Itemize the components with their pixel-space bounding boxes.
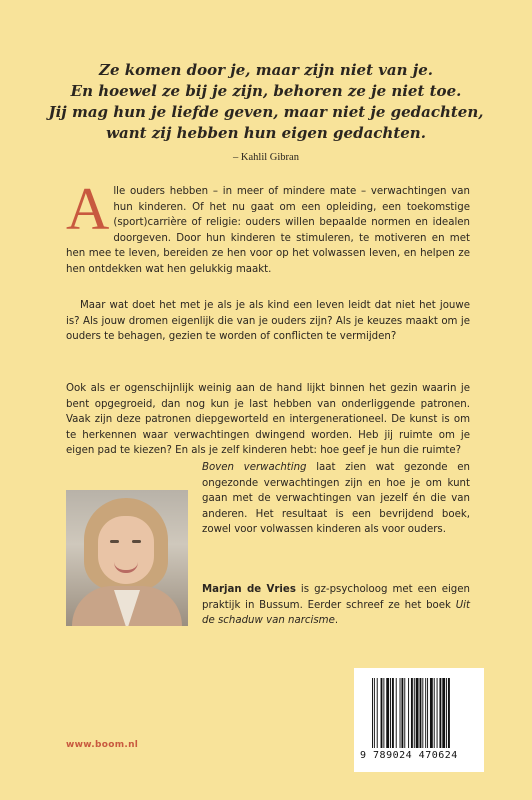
- quote-line-3: Jij mag hun je liefde geven, maar niet je gedachten,: [48, 103, 484, 121]
- quote-line-4: want zij hebben hun eigen gedachten.: [106, 124, 426, 142]
- drop-cap: A: [66, 176, 110, 242]
- author-bio-text: is gz-psycholoog met een eigen praktijk in Bussum. Eerder schreef ze het boek: [202, 584, 470, 611]
- epigraph-quote: [40, 60, 492, 144]
- book-description-text: laat zien wat gezonde en ongezonde verwachtingen zijn en hoe je om kunt gaan met de verwachtingen van jezelf én die van anderen. Het resultaat is een bevrijdend boek, zowel voor volwassen kinderen als voor ouders.: [202, 462, 470, 535]
- paragraph-patterns: [66, 381, 470, 459]
- quote-line-2: En hoewel ze bij je zijn, behoren ze je niet toe.: [70, 82, 462, 100]
- author-name: Marjan de Vries: [202, 584, 296, 595]
- quote-author: – Kahlil Gibran: [233, 152, 299, 163]
- paragraph-questions: Maar wat doet het met je als je als kind een leven leidt dat niet het jouwe is? Als jouw dromen eigenlijk die van je ouders zijn? Als je keuzes maakt om je ouders te behagen, gezien te worden of conflicten te vermijden?: [66, 300, 470, 342]
- quote-line-1: Ze komen door je, maar zijn niet van je.: [99, 61, 433, 79]
- book-title: Boven verwachting: [202, 462, 307, 473]
- author-bio: [202, 582, 470, 629]
- paragraph-patterns-text: Ook als er ogenschijnlijk weinig aan de hand lijkt binnen het gezin waarin je bent opgegroeid, dan nog kun je last hebben van onderliggende patronen. Vaak zijn deze patronen diepgeworteld en intergenerationeel. De kunst is om te herkennen waar verwachtingen dwingend worden. Heb jij ruimte om je eigen pad te kiezen? En als je zelf kinderen hebt: hoe geef je hun die ruimte?: [66, 383, 470, 456]
- barcode-box: [354, 668, 484, 772]
- isbn-number: 9 789024 470624: [360, 750, 458, 761]
- paragraph-intro: [66, 176, 470, 277]
- author-bio-end: .: [334, 615, 339, 626]
- author-photo: [66, 490, 188, 626]
- publisher-website: www.boom.nl: [66, 740, 139, 750]
- previous-book-title: Uit de schaduw van narcisme: [202, 599, 470, 626]
- paragraph-intro-text: lle ouders hebben – in meer of mindere mate – verwachtingen van hun kinderen. Of het nu gaat om een opleiding, een toekomstige (sport)carrière of religie: ouders willen bepaalde normen en idealen doorgeven. Door hun kinderen te stimuleren, te motiveren en met hen mee te leven, bereiden ze hen voor op het volwassen leven, en helpen ze hen ontdekken wat hen gelukkig maakt.: [66, 186, 470, 275]
- paragraph-book-description: [202, 460, 470, 538]
- barcode: [372, 678, 476, 748]
